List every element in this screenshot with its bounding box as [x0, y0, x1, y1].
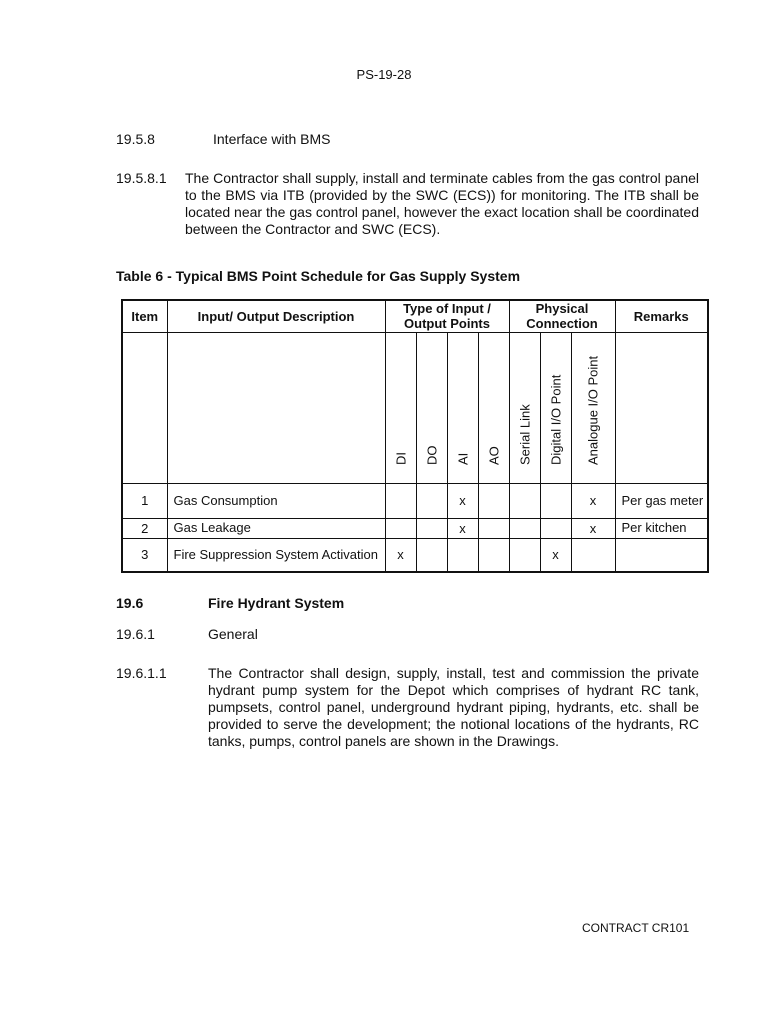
section-title-fire-hydrant: Fire Hydrant System [208, 595, 345, 611]
row-item: 1 [122, 483, 167, 518]
row-mark-digital [540, 483, 571, 518]
table-row [122, 483, 708, 518]
row-mark-analogue: x [571, 518, 615, 538]
table-caption: Table 6 - Typical BMS Point Schedule for Gas Supply System [116, 268, 521, 284]
row-remarks: Per kitchen [615, 518, 708, 538]
sub-header-digital-io: Digital I/O Point [540, 332, 571, 483]
sub-header-ao: AO [478, 332, 509, 483]
section-title-general: General [208, 626, 258, 642]
header-item: Item [122, 300, 167, 332]
row-mark-di [385, 483, 416, 518]
row-description: Gas Consumption [167, 483, 385, 518]
sub-header-blank-item [122, 332, 167, 483]
table-row [122, 538, 708, 572]
row-mark-ai: x [447, 483, 478, 518]
sub-header-serial-link: Serial Link [509, 332, 540, 483]
row-description: Gas Leakage [167, 518, 385, 538]
row-mark-di [385, 518, 416, 538]
section-number-19-5-8: 19.5.8 [116, 131, 155, 147]
sub-header-blank-description [167, 332, 385, 483]
row-item: 3 [122, 538, 167, 572]
row-mark-ai: x [447, 518, 478, 538]
row-remarks: Per gas meter [615, 483, 708, 518]
row-mark-digital: x [540, 538, 571, 572]
row-mark-analogue: x [571, 483, 615, 518]
section-number-19-6-1: 19.6.1 [116, 626, 155, 642]
sub-header-do: DO [416, 332, 447, 483]
sub-header-blank-remarks [615, 332, 708, 483]
header-type-group: Type of Input / Output Points [385, 300, 509, 332]
row-mark-serial [509, 483, 540, 518]
clause-text-19-6-1-1: The Contractor shall design, supply, install, test and commission the private hydrant pump system for the Depot which comprises of hydrant RC tank, pumpsets, control panel, underground hydrant piping, hydrants, etc. shall be provided to serve the development; the notional locations of the hydrants, RC tanks, pumps, control panels are shown in the Drawings. [208, 665, 699, 749]
clause-number-19-6-1-1: 19.6.1.1 [116, 665, 167, 681]
row-mark-ai [447, 538, 478, 572]
row-mark-digital [540, 518, 571, 538]
footer-contract: CONTRACT CR101 [582, 921, 690, 935]
row-mark-ao [478, 483, 509, 518]
header-physical-group: Physical Connection [509, 300, 615, 332]
table-row [122, 518, 708, 538]
sub-header-di: DI [385, 332, 416, 483]
header-description: Input/ Output Description [167, 300, 385, 332]
row-mark-do [416, 483, 447, 518]
row-mark-do [416, 538, 447, 572]
header-remarks: Remarks [615, 300, 708, 332]
section-title-interface-bms: Interface with BMS [213, 131, 331, 147]
row-mark-serial [509, 538, 540, 572]
row-mark-analogue [571, 538, 615, 572]
sub-header-ai: AI [447, 332, 478, 483]
row-mark-di: x [385, 538, 416, 572]
bms-point-schedule-table [121, 299, 709, 573]
row-mark-ao [478, 538, 509, 572]
page-code: PS-19-28 [356, 67, 412, 82]
row-description: Fire Suppression System Activation [167, 538, 385, 572]
row-mark-ao [478, 518, 509, 538]
clause-number-19-5-8-1: 19.5.8.1 [116, 170, 167, 186]
row-remarks [615, 538, 708, 572]
sub-header-analogue-io: Analogue I/O Point [571, 332, 615, 483]
section-number-19-6: 19.6 [116, 595, 144, 611]
clause-text-19-5-8-1: The Contractor shall supply, install and terminate cables from the gas control panel to the BMS via ITB (provided by the SWC (ECS)) for monitoring. The ITB shall be located near the gas control panel, however the exact location shall be coordinated between the Contractor and SWC (ECS). [185, 170, 699, 237]
row-mark-do [416, 518, 447, 538]
row-item: 2 [122, 518, 167, 538]
row-mark-serial [509, 518, 540, 538]
